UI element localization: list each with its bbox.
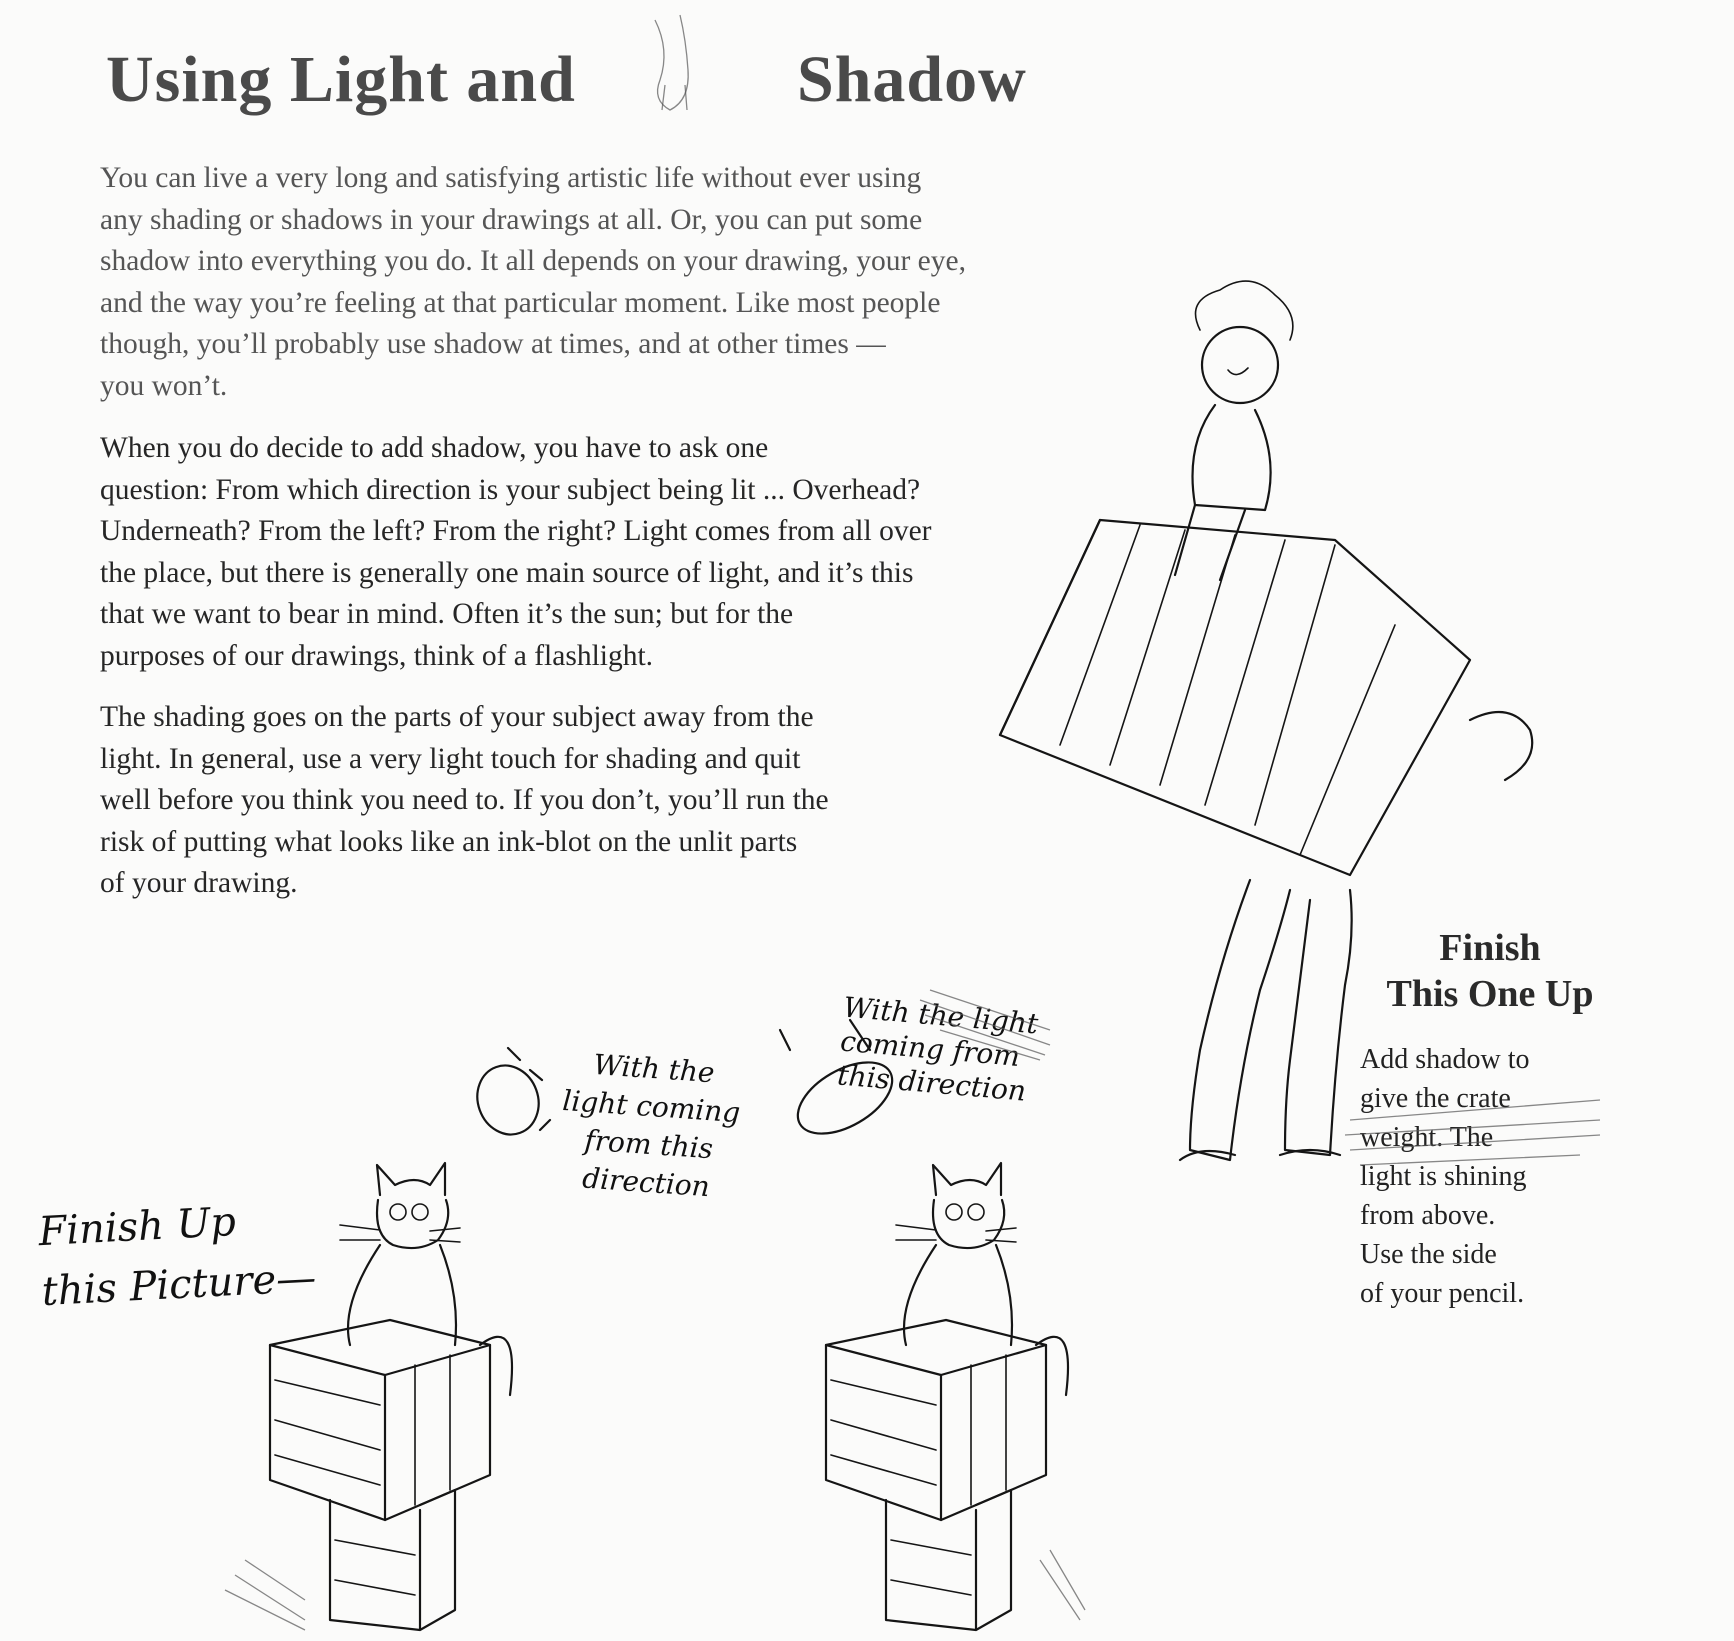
flashlight-right-drawing [780, 990, 1050, 1148]
handwritten-note-right: With the light coming from this direction [836, 990, 1040, 1108]
flashlight-left-drawing [468, 1048, 550, 1143]
paragraph-1: You can live a very long and satisfying artistic life without ever using any shading or shadows in your drawings at all. Or, you can put some shadow into everything you do. It all depends on your drawing, your eye, and the way you’re feeling at that particular moment. Like most people though, you’ll probably use shadow at times, and at other times — you won’t. [100, 162, 966, 402]
page-title-part2: Shadow [797, 43, 1027, 116]
paragraph-3: The shading goes on the parts of your subject away from the light. In general, use a very light touch for shading and quit well before you think you need to. If you don’t, you’ll run the risk of putting what looks like an ink-blot on the unlit parts of your drawing. [100, 701, 829, 899]
cat-on-crates-left [270, 1163, 512, 1630]
sidebar-title: Finish This One Up [1386, 927, 1594, 1015]
page-title-part1: Using Light and [106, 43, 576, 116]
paragraph-2: When you do decide to add shadow, you have to ask one question: From which direction is your subject being lit ... Overhead? Underneath? From the left? From the right? Light comes from all over the place, but there is generally one main source of light, and it’s this that we want to bear in mind. Often it’s the sun; but for the purposes of our drawings, think of a flashlight. [100, 432, 932, 672]
pencil-shading-marks [225, 1100, 1600, 1630]
cat-on-crates-right [826, 1163, 1068, 1630]
crate-carrier-drawing [1000, 281, 1532, 1160]
sidebar-instructions: Add shadow to give the crate weight. The light is shining from above. Use the side of your pencil. [1360, 1044, 1530, 1309]
title-sketch-figure [655, 15, 688, 110]
handwritten-note-middle: With the light coming from this direction [561, 1047, 742, 1204]
handwritten-note-left: Finish Up this Picture— [37, 1198, 318, 1316]
